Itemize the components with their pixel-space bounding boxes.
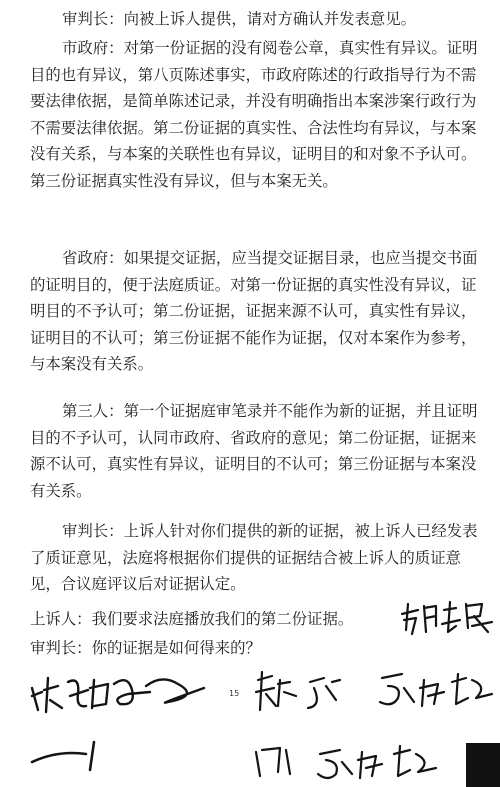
speaker-label: 审判长： [62,10,124,28]
paragraph-text: 如果提交证据，应当提交证据目录，也应当提交书面的证明目的，便于法庭质证。对第一份证据的真实性没有异议，证明目的不予认可；第二份证据，证据来源不认可，真实性有异议，证明目的不认可；第三份证据不能作为证据，仅对本案作为参考，与本案没有关系。 [30,249,478,374]
handwritten-mark-bottom-left [28,736,118,776]
page-number: 15 [229,689,240,698]
paragraph-text: 对第一份证据的没有阅卷公章，真实性有异议。证明目的也有异议，第八页陈述事实，市政府陈述的行政指导行为不需要法律依据，是简单陈述记录，并没有明确指出本案涉案行政行为不需要法律依据。第二份证据的真实性、合法性均有异议，与本案没有关系，与本案的关联性也有异议，证明目的和对象不予认可。第三份证据真实性没有异议，但与本案无关。 [30,39,478,190]
paragraph-judge-2 [30,518,488,598]
paragraph-text: 你的证据是如何得来的？ [91,639,261,657]
speaker-label: 审判长： [62,522,124,540]
paragraph-third-party [30,398,488,504]
speaker-label: 第三人： [62,402,124,420]
scan-edge-shadow [466,743,500,787]
handwritten-signature-bottom-left [28,668,206,720]
speaker-label: 市政府： [62,39,124,57]
speaker-label: 省政府： [62,249,124,267]
paragraph-appellant [30,606,380,633]
handwritten-signature-bottom-right [252,666,498,722]
paragraph-judge-1 [30,6,488,33]
paragraph-text: 第一个证据庭审笔录并不能作为新的证据，并且证明目的不予认可，认同市政府、省政府的意见；第二份证据，证据来源不认可，真实性有异议，证明目的不认可；第三份证据与本案没有关系。 [30,402,478,500]
paragraph-city-government [30,35,488,195]
paragraph-judge-3 [30,635,360,662]
paragraph-province-government [30,245,488,378]
paragraph-text: 上诉人针对你们提供的新的证据，被上诉人已经发表了质证意见，法庭将根据你们提供的证据结合被上诉人的质证意见，合议庭评议后对证据认定。 [30,522,478,594]
speaker-label: 审判长： [30,639,92,657]
speaker-label: 上诉人： [30,610,92,628]
handwritten-signature-last-row [250,740,466,784]
paragraph-text: 我们要求法庭播放我们的第二份证据。 [91,610,354,628]
paragraph-text: 向被上诉人提供，请对方确认并发表意见。 [123,10,417,28]
handwritten-signature-top-right [396,596,498,642]
